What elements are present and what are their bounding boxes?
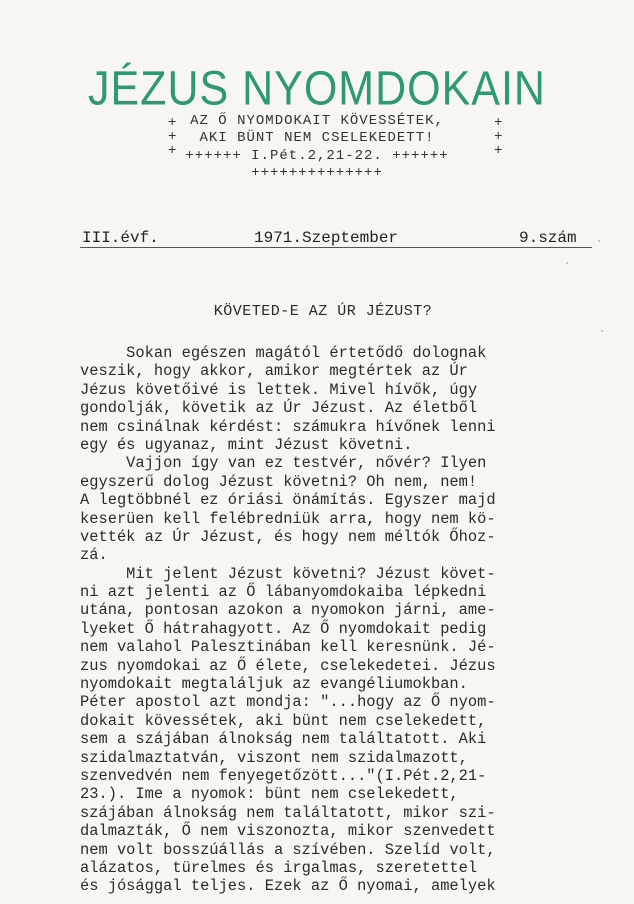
article-line: gondolják, követik az Úr Jézust. Az életből — [80, 399, 478, 418]
masthead-title: JÉZUS NYOMDOKAIN — [88, 62, 546, 116]
article-line: egy és ugyanaz, mint Jézust követni. — [80, 435, 413, 454]
left-plus-ornament: + + + — [168, 115, 177, 159]
article-line: szájában álnokság nem találtatott, mikor szi- — [80, 803, 496, 822]
article-line: vették az Úr Jézust, és hogy nem méltók Őhoz- — [80, 527, 496, 546]
article-title: KÖVETED-E AZ ÚR JÉZUST? — [213, 303, 433, 320]
article-line: A legtöbbnél ez óriási önámítás. Egyszer majd — [80, 491, 496, 510]
article-line: nyomdokait megtaláljuk az evangéliumokban. — [80, 675, 468, 694]
paper-speck — [601, 330, 603, 332]
article-line: Vajjon így van ez testvér, nővér? Ilyen — [80, 454, 487, 473]
right-plus-ornament: + + + — [494, 115, 503, 159]
subtitle-line-4: ++++++++++++++ — [251, 165, 383, 181]
article-line: nem volt bosszúállás a szívében. Szelíd volt, — [80, 840, 496, 859]
subtitle-line-1: AZ Ő NYOMDOKAIT KÖVESSÉTEK, — [190, 113, 444, 129]
article-line: egyszerű dolog Jézust követni? Oh nem, nem! — [80, 472, 478, 491]
header-rule — [80, 247, 592, 248]
issue-date: 1971.Szeptember — [254, 229, 399, 247]
article-line: Péter apostol azt mondja: "...hogy az Ő nyom- — [80, 693, 496, 712]
article-line: lyeket Ő hátrahagyott. Az Ő nyomdokait pedig — [80, 619, 487, 638]
article-line: nem csinálnak kérdést: számukra hívőnek lenni — [80, 417, 496, 436]
article-line: Mit jelent Jézust követni? Jézust követ- — [80, 564, 496, 583]
article-line: nem valahol Palesztinában kell keresnünk. Jé- — [80, 638, 496, 657]
article-line: zus nyomdokai az Ő élete, cselekedetei. Jézus — [80, 656, 496, 675]
article-line: és jósággal teljes. Ezek az Ő nyomai, amelyek — [80, 877, 496, 896]
article-line: ni azt jelenti az Ő lábanyomdokaiba lépkedni — [80, 583, 487, 602]
article-line: szenvedvén nem fenyegetőzött..."(I.Pét.2,21- — [80, 766, 487, 785]
article-line: keserüen kell felébredniük arra, hogy nem kö- — [80, 509, 496, 528]
article-line: szidalmaztatván, viszont nem szidalmazott, — [80, 748, 468, 767]
article-line: dalmazták, Ő nem viszonozta, mikor szenvedett — [80, 822, 496, 841]
article-line: 23.). Ime a nyomok: bünt nem cselekedett, — [80, 785, 459, 804]
article-body — [80, 344, 595, 896]
article-line: veszik, hogy akkor, amikor megtértek az Úr — [80, 362, 468, 381]
issue-number: 9.szám — [519, 229, 577, 247]
subtitle-line-3: ++++++ I.Pét.2,21-22. ++++++ — [185, 148, 449, 164]
issue-volume: III.évf. — [82, 229, 159, 247]
article-line: zá. — [80, 546, 108, 565]
article-line: sem a szájában álnokság nem találtatott. Aki — [80, 730, 487, 749]
paper-speck — [598, 240, 600, 242]
article-line: Jézus követőivé is lettek. Mivel hívők, úgy — [80, 380, 478, 399]
article-line: dokait kövessétek, aki bünt nem cselekedett, — [80, 711, 487, 730]
article-line: utána, pontosan azokon a nyomokon járni, ame- — [80, 601, 496, 620]
article-line: alázatos, türelmes és irgalmas, szeretettel — [80, 858, 478, 877]
article-line: Sokan egészen magától értetődő dolognak — [80, 344, 487, 362]
subtitle-line-2: AKI BÜNT NEM CSELEKEDETT! — [199, 130, 435, 146]
paper-speck — [566, 262, 568, 264]
